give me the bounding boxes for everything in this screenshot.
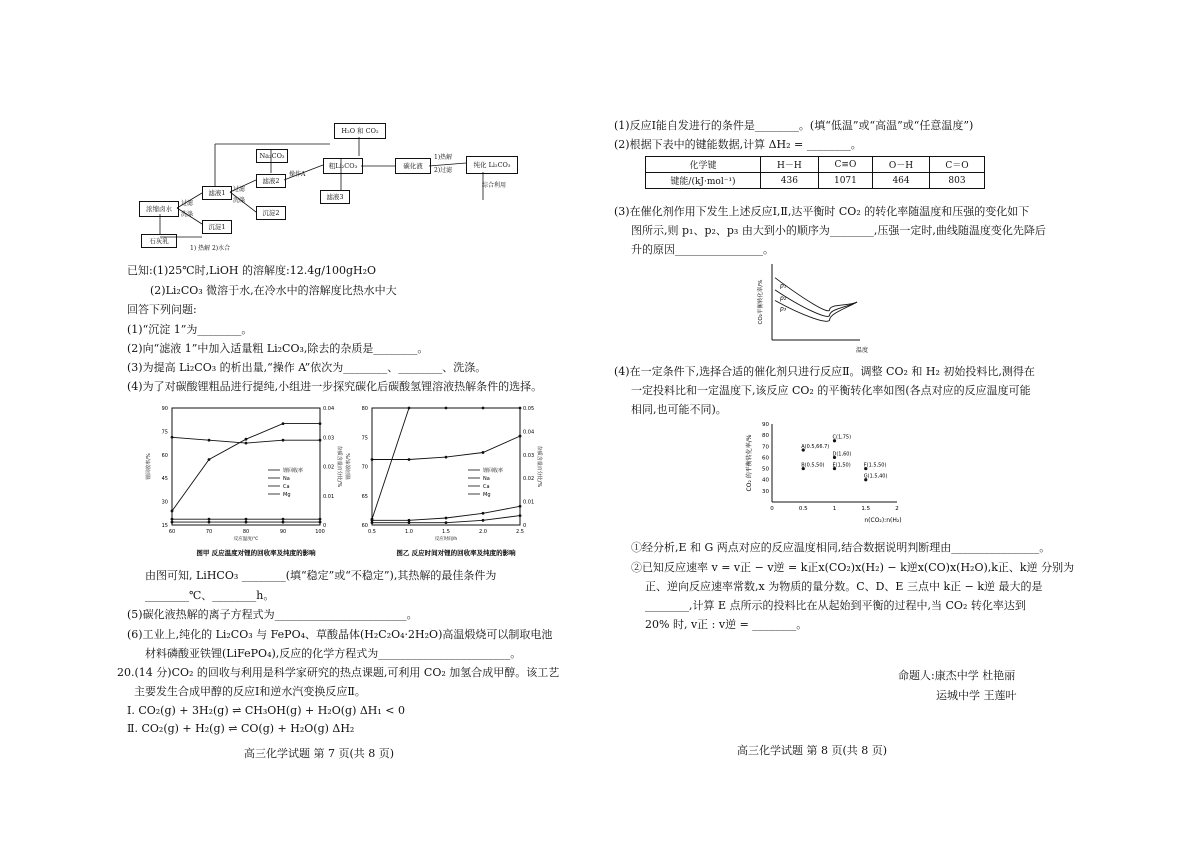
x-tick-label: 1 [832, 506, 837, 512]
y2-tick-label: 0 [323, 523, 327, 529]
y-tick-label: 30 [762, 488, 769, 495]
x-tick-label: 70 [205, 529, 213, 535]
data-point [245, 442, 248, 445]
y-axis-label: CO₂平衡转化率/% [758, 279, 764, 325]
data-point [408, 407, 411, 410]
question-5: (5)碳化液热解的离子方程式为________________________。 [127, 608, 418, 621]
x-tick-label: 80 [242, 529, 250, 535]
x-tick-label: 100 [315, 529, 325, 535]
known-1: 已知:(1)25℃时,LiOH 的溶解度:12.4g/100gH₂O [127, 264, 377, 277]
data-point [245, 518, 248, 521]
flow-label-filter1: 过滤 [181, 200, 194, 207]
y2-tick-label: 0.04 [523, 429, 535, 436]
y2-tick-label: 0 [523, 523, 527, 529]
series-line [372, 408, 520, 519]
flow-node-filtrate1: 滤液1 [202, 186, 232, 200]
point-label: G(1.5,40) [863, 473, 888, 480]
bond-row-label: 键能/(kJ·mol⁻¹) [646, 173, 761, 189]
x-tick-label: 2.0 [479, 529, 487, 535]
legend-label: Ca [483, 484, 490, 490]
legend-label: 锂回收率 [283, 468, 304, 474]
flow-node-lime: 石灰乳 [141, 234, 177, 248]
y2-tick-label: 0.01 [323, 493, 335, 500]
y-tick-label: 65 [361, 493, 368, 500]
legend-label: Mg [483, 492, 491, 498]
bond-header-oh: O－H [873, 157, 930, 173]
pressure-curve [775, 278, 857, 311]
data-point [171, 510, 174, 513]
flow-node-carbonated: 碳化液 [395, 158, 431, 174]
question-20b: 主要发生合成甲醇的反应Ⅰ和逆水汽变换反应Ⅱ。 [134, 685, 366, 698]
data-point [519, 514, 522, 517]
bond-header-co-triple: C≡O [818, 157, 872, 173]
data-point [282, 518, 285, 521]
r-question-4b: 一定投料比和一定温度下,该反应 CO₂ 的平衡转化率如图(各点对应的反应温度可能 [631, 384, 1031, 397]
point-label: D(1,60) [832, 451, 852, 458]
y-tick-label: 70 [361, 464, 368, 471]
chart-title: 图甲 反应温度对锂的回收率及纯度的影响 [196, 549, 316, 557]
x-tick-label: 2 [895, 506, 899, 512]
bond-value-oh: 464 [873, 173, 930, 189]
author-2: 运城中学 王莲叶 [936, 689, 1017, 702]
y2-tick-label: 0.02 [523, 476, 535, 483]
flow-node-precip2: 沉淀2 [256, 206, 286, 220]
bond-header-hh: H－H [761, 157, 819, 173]
data-point [371, 521, 374, 524]
reaction-2: Ⅱ. CO₂(g) + H₂(g) ⇌ CO(g) + H₂O(g) ΔH₂ [127, 722, 355, 735]
r-sub-2c: ________,计算 E 点所示的投料比在从起始到平衡的过程中,当 CO₂ 转化率达到 [645, 599, 1026, 612]
y-tick-label: 80 [361, 406, 368, 412]
data-point [319, 518, 322, 521]
data-point [445, 517, 448, 520]
x-tick-label: 0.5 [368, 529, 376, 535]
y-tick-label: 75 [361, 435, 368, 442]
y2-tick-label: 0.03 [523, 452, 535, 459]
r-question-2: (2)根据下表中的键能数据,计算 ΔH₂ = ________。 [614, 138, 862, 151]
data-point [282, 521, 285, 524]
question-4: (4)为了对碳酸锂粗品进行提纯,小组进一步探究碳化后碳酸氢锂溶液热解条件的选择。 [127, 380, 543, 393]
bond-energy-table [645, 156, 985, 189]
x-axis-label: 温度 [856, 347, 869, 354]
data-point [245, 521, 248, 524]
footer-left: 高三化学试题 第 7 页(共 8 页) [244, 747, 395, 760]
y-tick-label: 60 [161, 452, 168, 459]
data-point [408, 458, 411, 461]
data-point [319, 439, 322, 442]
flow-node-h2o-co2: H₂O 和 CO₂ [334, 123, 386, 139]
footer-right: 高三化学试题 第 8 页(共 8 页) [737, 744, 888, 757]
data-point [171, 436, 174, 439]
y-axis-label: 锂回收率/% [346, 453, 352, 480]
x-tick-label: 0 [770, 506, 774, 512]
y2-axis-label: 杂质含量百分比/% [336, 445, 342, 488]
question-6b: 材料磷酸亚铁锂(LiFePO₄),反应的化学方程式为________________________。 [145, 647, 522, 660]
curve-label: p₂ [780, 294, 787, 302]
data-point [519, 407, 522, 410]
y-tick-label: 60 [361, 523, 368, 529]
flow-node-pure: 纯化 Li₂CO₃ [466, 156, 518, 174]
x-tick-label: 90 [279, 529, 287, 535]
data-point [445, 456, 448, 459]
bond-header-label: 化学键 [646, 157, 761, 173]
data-point [319, 422, 322, 425]
point-label: F(1.5,50) [863, 462, 887, 469]
r-question-1: (1)反应Ⅰ能自发进行的条件是________。(填“低温”或“高温”或“任意温度”) [614, 119, 974, 132]
bond-value-co-triple: 1071 [818, 173, 872, 189]
data-point [171, 518, 174, 521]
y-tick-label: 60 [762, 455, 769, 462]
x-tick-label: 60 [168, 529, 176, 535]
bond-value-co-double: 803 [929, 173, 984, 189]
flow-label-wash1: 洗涤 [181, 211, 194, 218]
r-question-3c: 升的原因________________。 [631, 243, 774, 256]
data-point [208, 518, 211, 521]
data-point [482, 407, 485, 410]
flow-label-reuse: 综合利用 [482, 182, 507, 189]
flow-label-filter: 2)过滤 [434, 167, 453, 174]
chart-title: 图乙 反应时间对锂的回收率及纯度的影响 [396, 549, 516, 557]
question-20a: 20.(14 分)CO₂ 的回收与利用是科学家研究的热点课题,可利用 CO₂ 加氢合成甲醇。该工艺 [117, 666, 560, 679]
y2-tick-label: 0.01 [523, 499, 535, 506]
legend-label: Mg [283, 492, 291, 498]
chart-pressure [752, 258, 872, 358]
r-question-4a: (4)在一定条件下,选择合适的催化剂只进行反应Ⅱ。调整 CO₂ 和 H₂ 初始投料比,测得在 [614, 365, 1035, 378]
known-2: (2)Li₂CO₃ 微溶于水,在冷水中的溶解度比热水中大 [150, 284, 397, 297]
y-tick-label: 40 [762, 477, 769, 484]
r-question-3a: (3)在催化剂作用下发生上述反应Ⅰ,Ⅱ,达平衡时 CO₂ 的转化率随温度和压强的变化如下 [614, 205, 1030, 218]
r-sub-1: ①经分析,E 和 G 两点对应的反应温度相同,结合数据说明判断理由________________。 [631, 541, 1051, 554]
plot-frame [372, 408, 520, 525]
answer-prompt: 回答下列问题: [127, 303, 197, 316]
legend-label: Na [283, 476, 290, 482]
y2-tick-label: 0.02 [323, 464, 335, 471]
flow-node-precip1: 沉淀1 [202, 220, 232, 234]
data-point [319, 521, 322, 524]
data-point [519, 505, 522, 508]
y-tick-label: 50 [762, 466, 769, 473]
data-point [371, 458, 374, 461]
y-tick-label: 90 [762, 422, 769, 428]
flow-label-wash2: 洗涤 [233, 197, 246, 204]
data-point [282, 422, 285, 425]
question-1: (1)“沉淀 1”为________。 [127, 323, 253, 336]
bond-value-hh: 436 [761, 173, 819, 189]
y2-tick-label: 0.04 [323, 406, 335, 412]
x-tick-label: 1.0 [405, 529, 413, 535]
x-tick-label: 0.5 [798, 506, 808, 512]
r-question-4c: 相同,也可能不同)。 [631, 403, 727, 416]
data-point [408, 521, 411, 524]
curve-label: p₁ [780, 282, 787, 290]
y-tick-label: 70 [762, 444, 769, 451]
data-point [519, 435, 522, 438]
data-point [445, 521, 448, 524]
question-3: (3)为提高 Li₂CO₃ 的析出量,“操作 A”依次为________、________、洗涤。 [127, 361, 487, 374]
data-point [208, 439, 211, 442]
r-question-3b: 图所示,则 p₁、p₂、p₃ 由大到小的顺序为________,压强一定时,曲线随温度变化先降后 [631, 224, 1046, 237]
chart-conversion-scatter [742, 418, 912, 533]
y-tick-label: 30 [161, 499, 168, 506]
pressure-curve [775, 290, 857, 317]
reaction-1: Ⅰ. CO₂(g) + 3H₂(g) ⇌ CH₃OH(g) + H₂O(g) ΔH₁ < 0 [127, 704, 406, 717]
point-label: B(0.5,50) [801, 462, 825, 469]
y-tick-label: 15 [161, 523, 168, 529]
flow-node-brine: 浓缩卤水 [139, 201, 179, 217]
x-axis-label: n(CO₂):n(H₂) [864, 517, 902, 524]
x-axis-label: 反应温度/℃ [233, 537, 259, 542]
flow-node-filtrate2: 滤液2 [256, 174, 286, 188]
flow-label-heat: 1)热解 [434, 154, 453, 161]
data-point [282, 439, 285, 442]
author-1: 命题人:康杰中学 杜艳丽 [898, 669, 1016, 682]
plot-frame [172, 408, 320, 525]
question-2: (2)向“滤液 1”中加入适量粗 Li₂CO₃,除去的杂质是________。 [127, 342, 429, 355]
question-6a: (6)工业上,纯化的 Li₂CO₃ 与 FePO₄、草酸晶体(H₂C₂O₄·2H₂O)高温煅烧可以制取电池 [127, 628, 553, 641]
curve-label: p₃ [780, 305, 787, 313]
data-point [482, 512, 485, 515]
legend-label: Na [483, 476, 490, 482]
chart-temperature [140, 400, 360, 560]
pressure-curve [775, 300, 857, 321]
flow-label-op-a: 操作A [289, 171, 306, 178]
r-sub-2a: ②已知反应速率 v = v正 − v逆 = k正x(CO₂)x(H₂) − k逆x(CO)x(H₂O),k正、k逆 分别为 [631, 561, 1075, 574]
data-point [171, 521, 174, 524]
flow-node-na2co3: Na₂CO₃ [256, 149, 288, 163]
y2-tick-label: 0.03 [323, 435, 335, 442]
y-axis-label: 锂回收率/% [146, 453, 152, 480]
chart-time [340, 400, 560, 560]
data-point [482, 451, 485, 454]
y-tick-label: 45 [161, 476, 168, 483]
legend-label: 锂回收率 [483, 468, 504, 474]
flow-label-filter2: 过滤 [233, 186, 246, 193]
q4-blank: ________℃、________h。 [145, 589, 275, 602]
q4-conclusion: 由图可知, LiHCO₃ ________(填“稳定”或“不稳定”),其热解的最佳条件为 [145, 569, 497, 582]
data-point [208, 458, 211, 461]
r-sub-2b: 正、逆向反应速率常数,x 为物质的量分数。C、D、E 三点中 k正 − k逆 最大的是 [645, 580, 1043, 593]
flow-label-lime-step: 1) 热解 2)水合 [190, 245, 231, 252]
point-label: A(0.5,66.7) [801, 443, 830, 450]
flow-node-crude: 粗Li₂CO₃ [323, 158, 363, 174]
flow-arrows [130, 115, 530, 255]
data-point [482, 519, 485, 522]
data-point [245, 438, 248, 441]
y2-axis-label: 杂质含量百分比/% [536, 445, 542, 488]
y-tick-label: 75 [161, 429, 168, 436]
point-label: C(1,75) [832, 434, 852, 441]
legend-label: Ca [283, 484, 290, 490]
bond-header-co-double: C＝O [929, 157, 984, 173]
y-axis-label: CO₂ 的平衡转化率/% [746, 434, 753, 492]
data-point [208, 521, 211, 524]
y-tick-label: 90 [161, 406, 168, 412]
y2-tick-label: 0.05 [523, 406, 535, 412]
y-tick-label: 80 [762, 433, 769, 440]
data-point [445, 407, 448, 410]
x-axis-label: 反应时间/h [434, 537, 458, 542]
x-tick-label: 2.5 [516, 529, 524, 535]
point-label: E(1,50) [832, 462, 851, 469]
x-tick-label: 1.5 [442, 529, 450, 535]
flow-node-filtrate3: 滤液3 [320, 190, 350, 204]
r-sub-2d: 20% 时, v正 : v逆 = ________。 [645, 618, 808, 631]
x-tick-label: 1.5 [861, 506, 871, 512]
